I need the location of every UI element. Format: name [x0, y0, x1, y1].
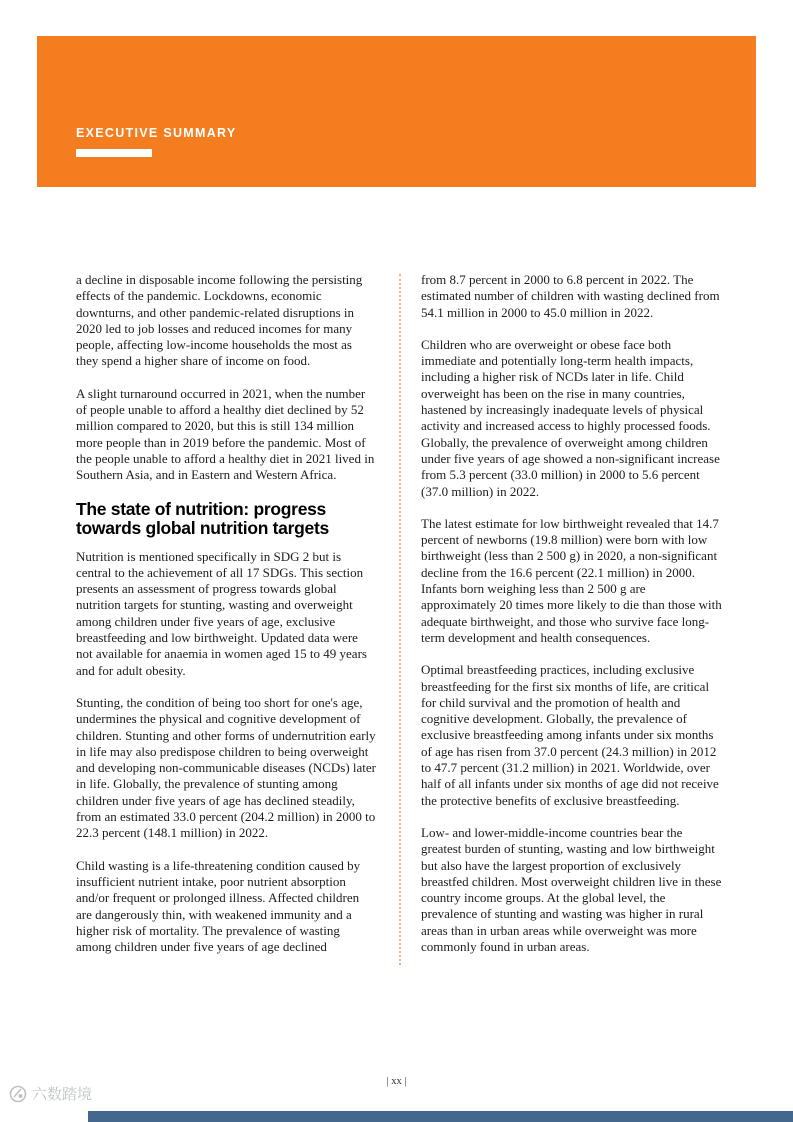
header-underline-bar — [76, 149, 152, 157]
section-heading: The state of nutrition: progress towards global nutrition targets — [76, 498, 329, 539]
right-column — [421, 272, 722, 971]
watermark-text: 六数踏境 — [32, 1086, 93, 1103]
body-paragraph: from 8.7 percent in 2000 to 6.8 percent in 2022. The estimated number of children with wasting declined from 54.1 million in 2000 to 45.0 million in 2022. — [421, 272, 720, 320]
body-paragraph: Children who are overweight or obese face both immediate and potentially long-term health impacts, including a higher risk of NCDs later in life. Child overweight has been on the rise in many countries, hastened by increasingly inadequate levels of physical activity and increased access to highly processed foods. Globally, the prevalence of overweight among children under five years of age showed a non-significant increase from 5.3 percent (33.0 million) in 2000 to 5.6 percent (37.0 million) in 2022. — [421, 336, 720, 499]
page-number: | xx | — [386, 1076, 407, 1087]
bottom-blue-strip — [88, 1111, 793, 1122]
left-column — [76, 272, 377, 971]
body-paragraph: The latest estimate for low birthweight revealed that 14.7 percent of newborns (19.8 million) were born with low birthweight (less than 2 500 g) in 2020, a non-significant decline from the 16.6 percent (22.1 million) in 2000. Infants born weighing less than 2 500 g are approximately 20 times more likely to die than those with adequate birthweight, and those who survive face long-term development and health consequences. — [421, 515, 722, 645]
watermark — [8, 1083, 92, 1104]
column-divider — [377, 272, 421, 971]
body-paragraph: Stunting, the condition of being too short for one's age, undermines the physical and cognitive development of children. Stunting and other forms of undernutrition early in life may also predispose children to being overweight and developing non-communicable diseases (NCDs) later in life. Globally, the prevalence of stunting among children under five years of age has declined steadily, from an estimated 33.0 percent (204.2 million) in 2000 to 22.3 percent (148.1 million) in 2022. — [76, 694, 376, 841]
watermark-logo-icon — [8, 1084, 28, 1104]
body-paragraph: Optimal breastfeeding practices, including exclusive breastfeeding for the first six months of life, are critical for child survival and the promotion of health and cognitive development. Globally, the prevalence of exclusive breastfeeding among infants under six months of age has risen from 37.0 percent (24.3 million) in 2012 to 47.7 percent (31.2 million) in 2021. Worldwide, over half of all infants under six months of age did not receive the protective benefits of exclusive breastfeeding. — [421, 662, 719, 808]
body-content — [76, 272, 722, 971]
body-paragraph: A slight turnaround occurred in 2021, when the number of people unable to afford a healthy diet declined by 52 million compared to 2020, but this is still 134 million more people than in 2019 before the pandemic. Most of the people unable to afford a healthy diet in 2021 lived in Southern Asia, and in Eastern and Western Africa. — [76, 385, 375, 483]
header-band — [37, 36, 756, 187]
body-paragraph: Nutrition is mentioned specifically in SDG 2 but is central to the achievement of all 17 SDGs. This section presents an assessment of progress towards global nutrition targets for stunting, wasting and overweight among children under five years of age, exclusive breastfeeding and low birthweight. Updated data were not available for anaemia in women aged 15 to 49 years and for adult obesity. — [76, 548, 367, 678]
body-paragraph: Child wasting is a life-threatening condition caused by insufficient nutrient intake, poor nutrient absorption and/or frequent or prolonged illness. Affected children are dangerously thin, with weakened immunity and a higher risk of mortality. The prevalence of wasting among children under five years of age declined — [76, 857, 361, 955]
body-paragraph: a decline in disposable income following the persisting effects of the pandemic. Lockdowns, economic downturns, and other pandemic-related disruptions in 2020 led to job losses and reduced incomes for many people, affecting low-income households the most as they spend a higher share of income on food. — [76, 272, 363, 369]
body-paragraph: Low- and lower-middle-income countries bear the greatest burden of stunting, wasting and low birthweight but also have the largest proportion of exclusively breastfed children. Most overweight children live in these country income groups. At the global level, the prevalence of stunting and wasting was higher in rural areas than in urban areas while overweight was more commonly found in urban areas. — [421, 824, 722, 954]
section-label: EXECUTIVE SUMMARY — [76, 126, 237, 140]
